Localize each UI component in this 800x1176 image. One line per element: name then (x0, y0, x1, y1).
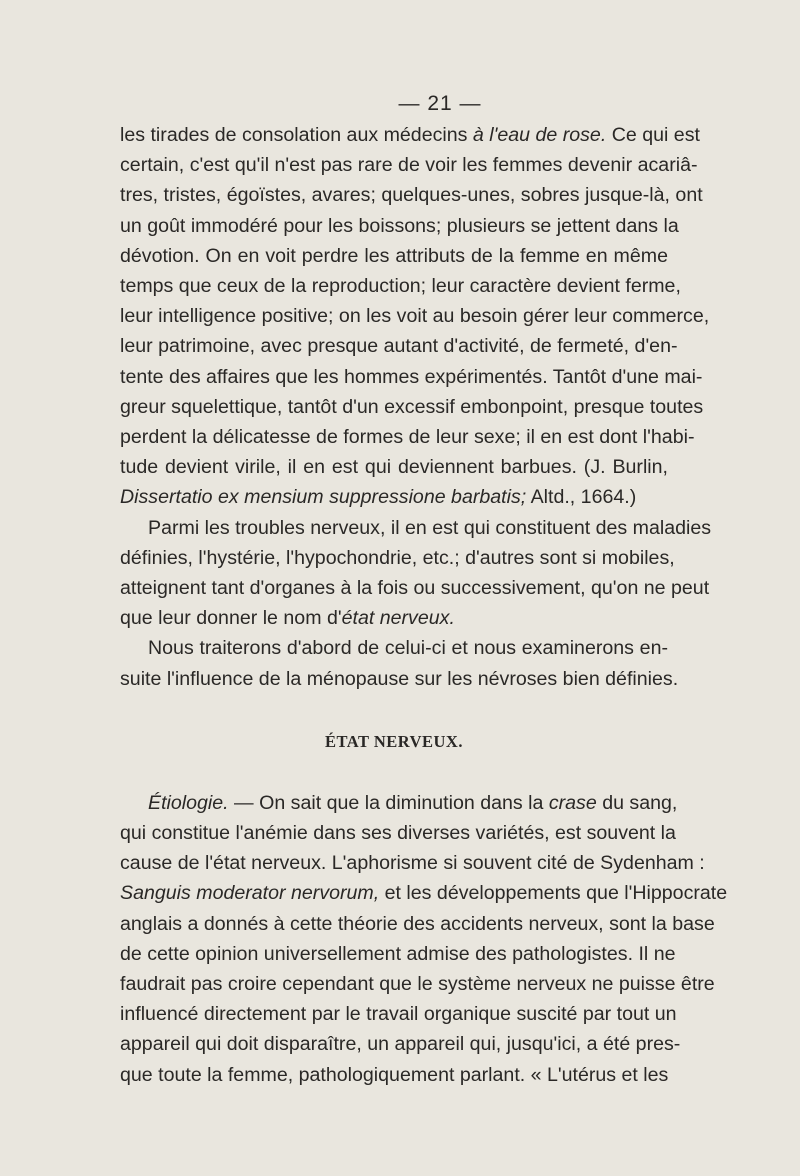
text-line (120, 120, 700, 150)
text-line: certain, c'est qu'il n'est pas rare de voir les femmes devenir acariâ- (120, 154, 698, 177)
text-line (120, 482, 668, 512)
text-span: — On sait que la diminution dans la (228, 791, 549, 814)
section-heading: ÉTAT NERVEUX. (325, 731, 463, 751)
text-line: définies, l'hystérie, l'hypochondrie, etc.; d'autres sont si mobiles, (120, 546, 675, 569)
text-line: tude devient virile, il en est qui deviennent barbues. (J. Burlin, (120, 456, 668, 479)
text-line: leur intelligence positive; on les voit au besoin gérer leur commerce, (120, 305, 710, 328)
text-line: tres, tristes, égoïstes, avares; quelques-unes, sobres jusque-là, ont (120, 184, 703, 207)
paragraph-3 (120, 633, 679, 693)
italic-span: à l'eau de rose. (472, 124, 607, 146)
text-line: greur squelettique, tantôt d'un excessif embonpoint, presque toutes (120, 395, 704, 418)
text-line: leur patrimoine, avec presque autant d'activité, de fermeté, d'en- (120, 335, 678, 358)
text-line: dévotion. On en voit perdre les attributs de la femme en même (120, 244, 668, 267)
text-line: Nous traiterons d'abord de celui-ci et nous examinerons en- (148, 637, 668, 660)
text-line: appareil qui doit disparaître, un appareil qui, jusqu'ici, a été pres- (120, 1033, 681, 1056)
text-line: suite l'influence de la ménopause sur les névroses bien définies. (120, 667, 679, 690)
text-line: atteignent tant d'organes à la fois ou successivement, qu'on ne peut (120, 577, 710, 600)
italic-span: crase (548, 791, 597, 814)
text-span: Altd., 1664.) (526, 486, 637, 509)
text-line: influencé directement par le travail organique suscité par tout un (120, 1003, 677, 1026)
text-line: anglais a donnés à cette théorie des accidents nerveux, sont la base (120, 912, 715, 935)
paragraph-1 (120, 120, 710, 513)
text-line (120, 603, 668, 633)
text-line: cause de l'état nerveux. L'aphorisme si souvent cité de Sydenham : (120, 852, 705, 875)
text-line: Parmi les troubles nerveux, il en est qui constituent des maladies (148, 516, 712, 539)
text-span: les tirades de consolation aux médecins (120, 124, 473, 146)
italic-span: Étiologie. (148, 791, 229, 814)
text-line: que toute la femme, pathologiquement parlant. « L'utérus et les (120, 1063, 669, 1086)
text-line: un goût immodéré pour les boissons; plusieurs se jettent dans la (120, 214, 679, 237)
text-line: faudrait pas croire cependant que le système nerveux ne puisse être (120, 973, 715, 996)
italic-span: Sanguis moderator nervorum, (120, 882, 380, 905)
paragraph-4 (120, 788, 728, 1090)
text-span: Ce qui est (606, 124, 700, 146)
italic-span: Dissertatio ex mensium suppressione barbatis; (120, 486, 527, 509)
text-line: temps que ceux de la reproduction; leur caractère devient ferme, (120, 275, 681, 298)
text-span: que leur donner le nom d' (120, 607, 342, 630)
text-line: de cette opinion universellement admise des pathologistes. Il ne (120, 942, 676, 965)
text-span: et les développements que l'Hippocrate (379, 882, 728, 905)
text-line (120, 878, 728, 908)
page-number: — 21 — (398, 92, 482, 115)
text-line (120, 788, 678, 818)
text-span: du sang, (596, 791, 678, 814)
text-line: tente des affaires que les hommes expérimentés. Tantôt d'une mai- (120, 365, 703, 388)
paragraph-2 (120, 513, 712, 634)
text-line: perdent la délicatesse de formes de leur sexe; il en est dont l'habi- (120, 426, 695, 449)
text-line: qui constitue l'anémie dans ses diverses variétés, est souvent la (120, 822, 676, 845)
italic-span: état nerveux. (341, 607, 455, 630)
